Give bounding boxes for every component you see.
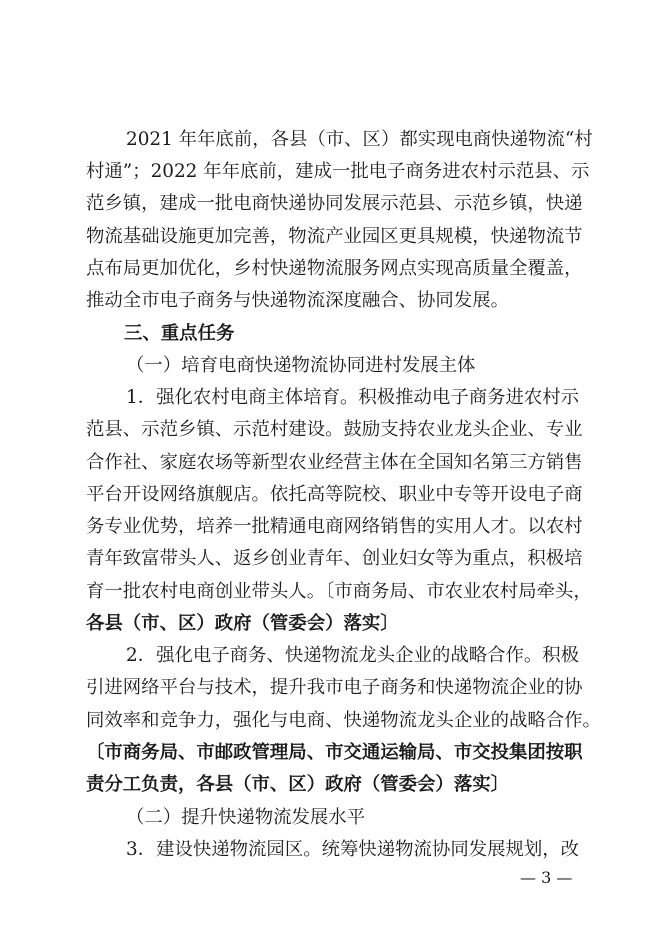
item-line: 各县（市、区）政府（管委会）落实〕 — [86, 613, 399, 634]
item-line: 责分工负责，各县（市、区）政府（管委会）落实〕 — [86, 774, 509, 795]
subsection-heading: （一）培育电商快递物流协同进村发展主体 — [126, 355, 476, 376]
item-line: 青年致富带头人、返乡创业青年、创业妇女等为重点，积极培 — [86, 548, 583, 569]
paragraph-line: 推动全市电子商务与快递物流深度融合、协同发展。 — [86, 290, 509, 311]
paragraph-line: 物流基础设施更加完善，物流产业园区更具规模，快递物流节 — [86, 226, 583, 247]
paragraph-line: 范乡镇，建成一批电商快递协同发展示范县、示范乡镇，快递 — [86, 193, 583, 214]
item-line: 范县、示范乡镇、示范村建设。鼓励支持农业龙头企业、专业 — [86, 419, 583, 440]
item-line: 〔市商务局、市邮政管理局、市交通运输局、市交投集团按职 — [86, 742, 583, 763]
subsection-heading: （二）提升快递物流发展水平 — [126, 807, 366, 828]
paragraph-line: 2021 年年底前，各县（市、区）都实现电商快递物流“村 — [126, 129, 593, 150]
item-line: 同效率和竞争力，强化与电商、快递物流龙头企业的战略合作。 — [86, 710, 601, 731]
paragraph-line: 点布局更加优化，乡村快递物流服务网点实现高质量全覆盖， — [86, 258, 583, 279]
item-line: 3．建设快递物流园区。统筹快递物流协同发展规划，改 — [126, 839, 580, 860]
paragraph-line: 村通”；2022 年年底前，建成一批电子商务进农村示范县、示 — [86, 161, 590, 182]
item-line: 1．强化农村电商主体培育。积极推动电子商务进农村示 — [126, 387, 580, 408]
page-number: — 3 — — [520, 868, 573, 887]
item-line: 引进网络平台与技术，提升我市电子商务和快递物流企业的协 — [86, 677, 583, 698]
item-line: 育一批农村电商创业带头人。〔市商务局、市农业农村局牵头， — [86, 581, 592, 602]
item-line: 2．强化电子商务、快递物流龙头企业的战略合作。积极 — [126, 645, 580, 666]
item-line: 务专业优势，培养一批精通电商网络销售的实用人才。以农村 — [86, 516, 583, 537]
section-heading: 三、重点任务 — [124, 323, 235, 344]
item-line: 平台开设网络旗舰店。依托高等院校、职业中专等开设电子商 — [86, 484, 583, 505]
item-line: 合作社、家庭农场等新型农业经营主体在全国知名第三方销售 — [86, 452, 583, 473]
